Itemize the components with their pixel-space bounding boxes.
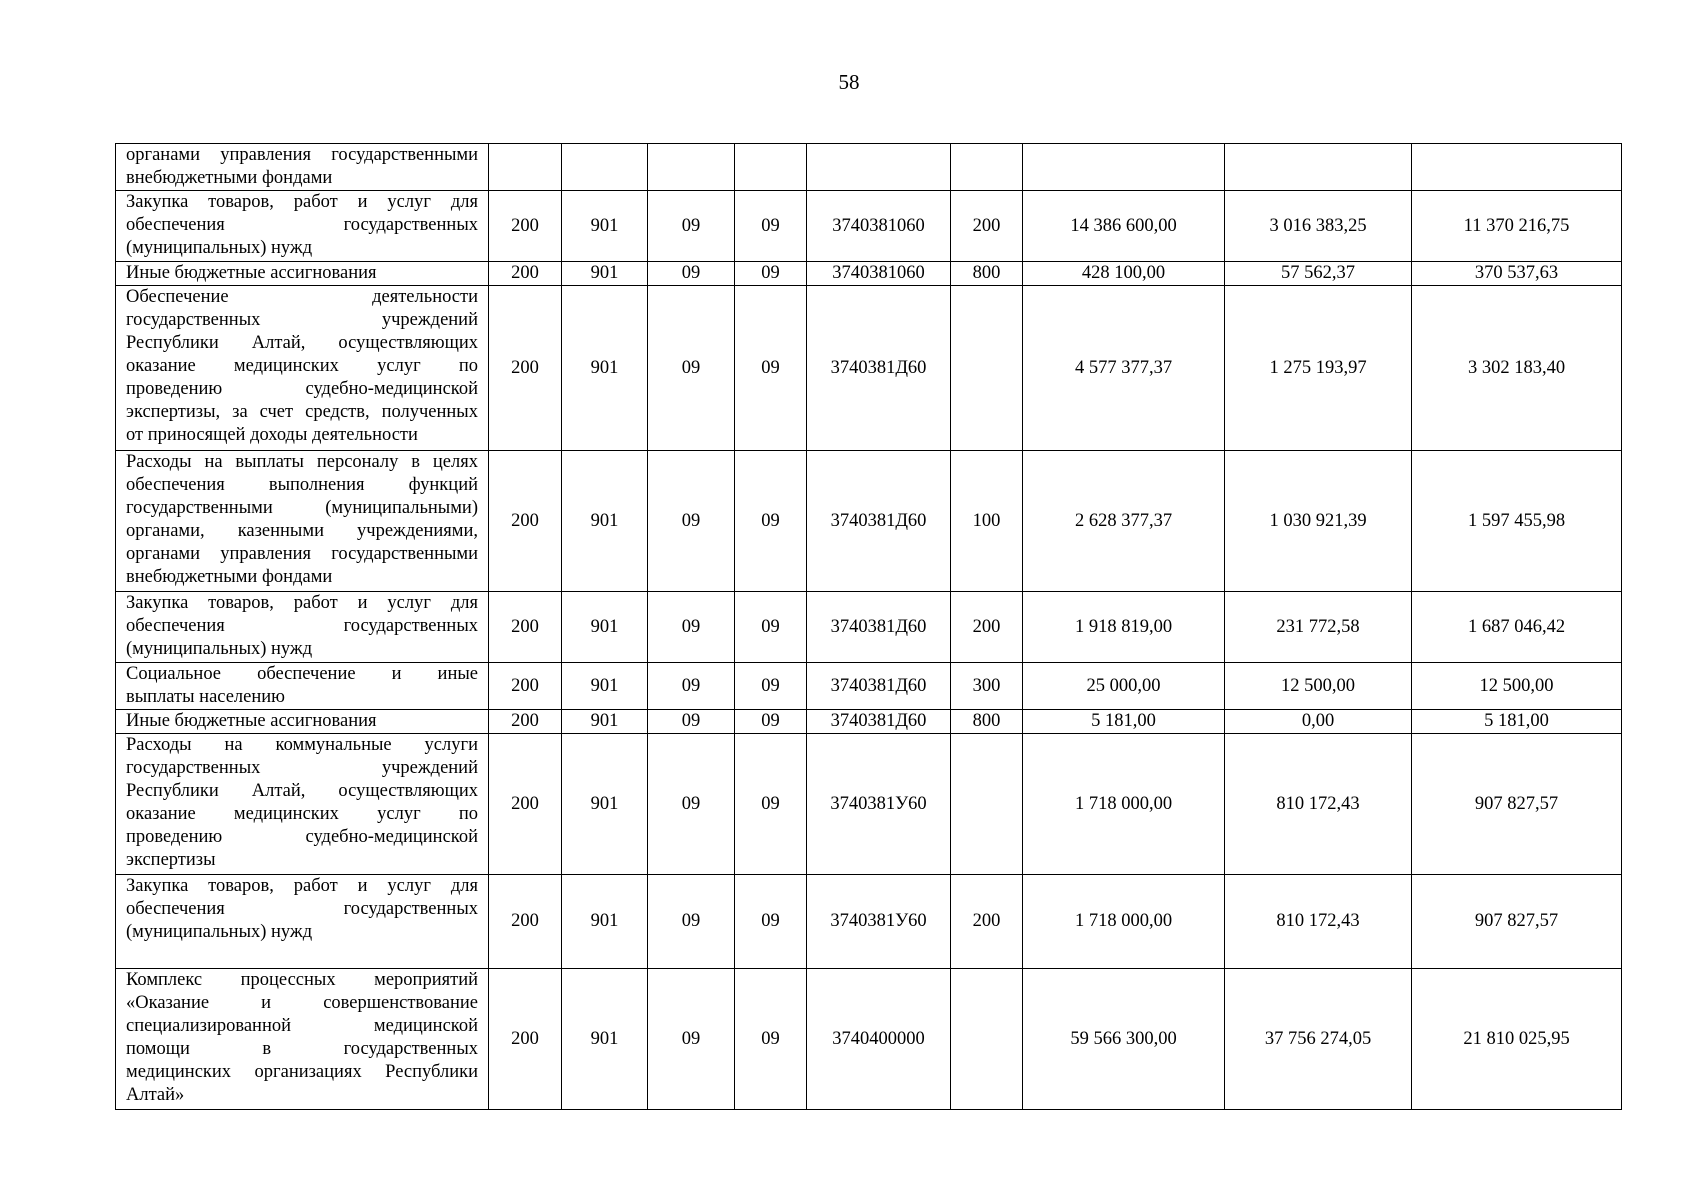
paragraph-cell: 09 <box>735 191 807 262</box>
table-row <box>116 592 1622 663</box>
approved-amount-cell: 1 718 000,00 <box>1023 875 1225 969</box>
section-cell: 200 <box>489 592 562 663</box>
table-row <box>116 451 1622 592</box>
executed-amount-cell: 231 772,58 <box>1225 592 1412 663</box>
description-line: Расходы на выплаты персоналу в целях <box>126 452 478 472</box>
section-cell: 200 <box>489 734 562 875</box>
section-cell: 200 <box>489 286 562 451</box>
expense-type-cell <box>951 144 1023 191</box>
row-description <box>116 451 489 592</box>
paragraph-cell: 09 <box>735 875 807 969</box>
description-line: специализированной медицинской <box>126 1016 478 1036</box>
subsection-cell: 09 <box>648 592 735 663</box>
subsection-cell <box>648 144 735 191</box>
expense-type-cell: 100 <box>951 451 1023 592</box>
department-cell: 901 <box>562 710 648 734</box>
executed-amount-cell: 1 030 921,39 <box>1225 451 1412 592</box>
target-item-cell: 3740381060 <box>807 191 951 262</box>
expense-type-cell: 200 <box>951 875 1023 969</box>
description-line: помощи в государственных <box>126 1039 478 1059</box>
remaining-amount-cell: 5 181,00 <box>1412 710 1622 734</box>
paragraph-cell: 09 <box>735 451 807 592</box>
section-cell: 200 <box>489 969 562 1110</box>
row-description <box>116 191 489 262</box>
paragraph-cell: 09 <box>735 734 807 875</box>
department-cell: 901 <box>562 191 648 262</box>
row-description <box>116 144 489 191</box>
description-line: государственными (муниципальными) <box>126 498 478 518</box>
approved-amount-cell <box>1023 144 1225 191</box>
paragraph-cell: 09 <box>735 710 807 734</box>
description-line: Закупка товаров, работ и услуг для <box>126 593 478 613</box>
description-line: экспертизы <box>126 850 216 870</box>
approved-amount-cell: 14 386 600,00 <box>1023 191 1225 262</box>
row-description <box>116 710 489 734</box>
expense-type-cell: 200 <box>951 592 1023 663</box>
executed-amount-cell: 12 500,00 <box>1225 663 1412 710</box>
remaining-amount-cell: 1 597 455,98 <box>1412 451 1622 592</box>
description-line: «Оказание и совершенствование <box>126 993 478 1013</box>
expense-type-cell <box>951 734 1023 875</box>
executed-amount-cell: 37 756 274,05 <box>1225 969 1412 1110</box>
approved-amount-cell: 59 566 300,00 <box>1023 969 1225 1110</box>
description-line: обеспечения государственных <box>126 616 478 636</box>
description-line: органами управления государственными <box>126 145 478 165</box>
department-cell: 901 <box>562 262 648 286</box>
description-line: Республики Алтай, осуществляющих <box>126 781 478 801</box>
table-row <box>116 286 1622 451</box>
row-description <box>116 875 489 969</box>
row-description <box>116 663 489 710</box>
department-cell: 901 <box>562 663 648 710</box>
paragraph-cell <box>735 144 807 191</box>
target-item-cell: 3740400000 <box>807 969 951 1110</box>
description-line: Иные бюджетные ассигнования <box>126 711 377 731</box>
executed-amount-cell: 810 172,43 <box>1225 875 1412 969</box>
remaining-amount-cell: 11 370 216,75 <box>1412 191 1622 262</box>
remaining-amount-cell <box>1412 144 1622 191</box>
description-line: органами, казенными учреждениями, <box>126 521 478 541</box>
description-line: экспертизы, за счет средств, полученных <box>126 402 478 422</box>
section-cell: 200 <box>489 710 562 734</box>
description-line: проведению судебно-медицинской <box>126 379 478 399</box>
department-cell: 901 <box>562 875 648 969</box>
remaining-amount-cell: 21 810 025,95 <box>1412 969 1622 1110</box>
row-description <box>116 734 489 875</box>
remaining-amount-cell: 907 827,57 <box>1412 875 1622 969</box>
description-line: Обеспечение деятельности <box>126 287 478 307</box>
description-line: Комплекс процессных мероприятий <box>126 970 478 990</box>
approved-amount-cell: 428 100,00 <box>1023 262 1225 286</box>
description-line: внебюджетными фондами <box>126 168 333 188</box>
executed-amount-cell: 810 172,43 <box>1225 734 1412 875</box>
department-cell: 901 <box>562 451 648 592</box>
table-row <box>116 262 1622 286</box>
table-row <box>116 191 1622 262</box>
table-row <box>116 144 1622 191</box>
description-line: внебюджетными фондами <box>126 567 333 587</box>
subsection-cell: 09 <box>648 451 735 592</box>
paragraph-cell: 09 <box>735 592 807 663</box>
section-cell: 200 <box>489 875 562 969</box>
section-cell: 200 <box>489 262 562 286</box>
subsection-cell: 09 <box>648 286 735 451</box>
description-line: (муниципальных) нужд <box>126 922 313 942</box>
department-cell: 901 <box>562 734 648 875</box>
expense-type-cell: 300 <box>951 663 1023 710</box>
approved-amount-cell: 4 577 377,37 <box>1023 286 1225 451</box>
approved-amount-cell: 5 181,00 <box>1023 710 1225 734</box>
paragraph-cell: 09 <box>735 663 807 710</box>
description-line: Иные бюджетные ассигнования <box>126 263 377 283</box>
page-number: 58 <box>838 70 860 94</box>
target-item-cell: 3740381У60 <box>807 875 951 969</box>
paragraph-cell: 09 <box>735 262 807 286</box>
remaining-amount-cell: 370 537,63 <box>1412 262 1622 286</box>
department-cell <box>562 144 648 191</box>
expense-type-cell: 800 <box>951 710 1023 734</box>
description-line: Расходы на коммунальные услуги <box>126 735 478 755</box>
expense-type-cell <box>951 286 1023 451</box>
subsection-cell: 09 <box>648 262 735 286</box>
remaining-amount-cell: 907 827,57 <box>1412 734 1622 875</box>
description-line: (муниципальных) нужд <box>126 639 313 659</box>
description-line: Республики Алтай, осуществляющих <box>126 333 478 353</box>
expense-type-cell: 200 <box>951 191 1023 262</box>
subsection-cell: 09 <box>648 191 735 262</box>
approved-amount-cell: 25 000,00 <box>1023 663 1225 710</box>
paragraph-cell: 09 <box>735 969 807 1110</box>
remaining-amount-cell: 1 687 046,42 <box>1412 592 1622 663</box>
paragraph-cell: 09 <box>735 286 807 451</box>
description-line: оказание медицинских услуг по <box>126 804 478 824</box>
target-item-cell: 3740381060 <box>807 262 951 286</box>
table-row <box>116 734 1622 875</box>
description-line: Закупка товаров, работ и услуг для <box>126 876 478 896</box>
target-item-cell: 3740381Д60 <box>807 663 951 710</box>
subsection-cell: 09 <box>648 969 735 1110</box>
executed-amount-cell <box>1225 144 1412 191</box>
section-cell: 200 <box>489 663 562 710</box>
approved-amount-cell: 2 628 377,37 <box>1023 451 1225 592</box>
description-line: оказание медицинских услуг по <box>126 356 478 376</box>
table-row <box>116 969 1622 1110</box>
description-line: обеспечения выполнения функций <box>126 475 478 495</box>
remaining-amount-cell: 12 500,00 <box>1412 663 1622 710</box>
description-line: от приносящей доходы деятельности <box>126 425 418 445</box>
section-cell: 200 <box>489 191 562 262</box>
department-cell: 901 <box>562 286 648 451</box>
description-line: медицинских организациях Республики <box>126 1062 478 1082</box>
section-cell <box>489 144 562 191</box>
row-description <box>116 262 489 286</box>
description-line: проведению судебно-медицинской <box>126 827 478 847</box>
description-line: Социальное обеспечение и иные <box>126 664 478 684</box>
target-item-cell: 3740381У60 <box>807 734 951 875</box>
description-line: обеспечения государственных <box>126 215 478 235</box>
table-row <box>116 663 1622 710</box>
department-cell: 901 <box>562 592 648 663</box>
subsection-cell: 09 <box>648 875 735 969</box>
target-item-cell: 3740381Д60 <box>807 451 951 592</box>
subsection-cell: 09 <box>648 710 735 734</box>
executed-amount-cell: 57 562,37 <box>1225 262 1412 286</box>
budget-table <box>115 143 1622 1110</box>
remaining-amount-cell: 3 302 183,40 <box>1412 286 1622 451</box>
description-line: (муниципальных) нужд <box>126 238 313 258</box>
executed-amount-cell: 0,00 <box>1225 710 1412 734</box>
description-line: обеспечения государственных <box>126 899 478 919</box>
section-cell: 200 <box>489 451 562 592</box>
target-item-cell <box>807 144 951 191</box>
target-item-cell: 3740381Д60 <box>807 286 951 451</box>
approved-amount-cell: 1 918 819,00 <box>1023 592 1225 663</box>
executed-amount-cell: 3 016 383,25 <box>1225 191 1412 262</box>
row-description <box>116 969 489 1110</box>
subsection-cell: 09 <box>648 734 735 875</box>
description-line: Алтай» <box>126 1085 185 1105</box>
target-item-cell: 3740381Д60 <box>807 710 951 734</box>
description-line: выплаты населению <box>126 687 285 707</box>
expense-type-cell: 800 <box>951 262 1023 286</box>
approved-amount-cell: 1 718 000,00 <box>1023 734 1225 875</box>
row-description <box>116 286 489 451</box>
description-line: государственных учреждений <box>126 758 478 778</box>
row-description <box>116 592 489 663</box>
target-item-cell: 3740381Д60 <box>807 592 951 663</box>
table-row <box>116 875 1622 969</box>
description-line: государственных учреждений <box>126 310 478 330</box>
description-line: Закупка товаров, работ и услуг для <box>126 192 478 212</box>
table-row <box>116 710 1622 734</box>
department-cell: 901 <box>562 969 648 1110</box>
expense-type-cell <box>951 969 1023 1110</box>
description-line: органами управления государственными <box>126 544 478 564</box>
executed-amount-cell: 1 275 193,97 <box>1225 286 1412 451</box>
subsection-cell: 09 <box>648 663 735 710</box>
